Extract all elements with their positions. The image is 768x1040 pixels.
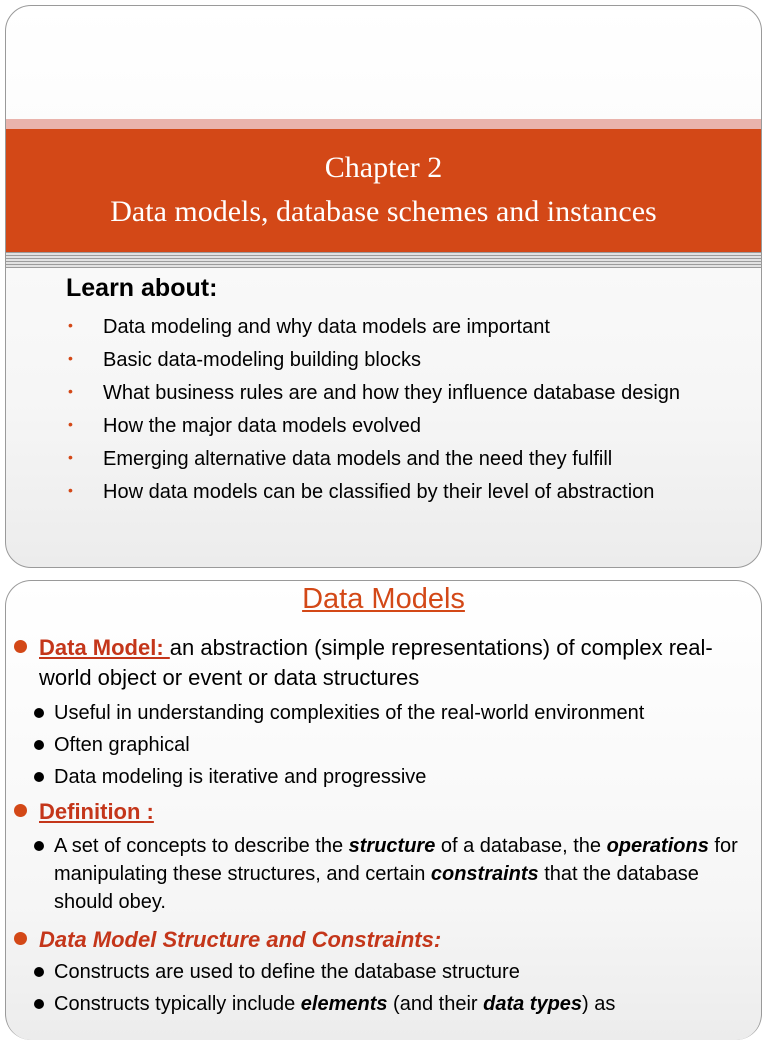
data-model-bullet (14, 633, 759, 693)
bullet-icon (34, 708, 44, 718)
list-item: • What business rules are and how they influence database design (66, 380, 726, 406)
bullet-icon: • (68, 482, 73, 498)
bullet-icon (14, 804, 27, 817)
data-model-label: Data Model: (39, 635, 170, 660)
bullet-icon (34, 740, 44, 750)
list-item: Constructs are used to define the database structure (34, 958, 759, 986)
bullet-icon (34, 841, 44, 851)
title-banner (6, 129, 761, 252)
list-item: Useful in understanding complexities of the real-world environment (34, 699, 759, 727)
bullet-icon: • (68, 350, 73, 366)
bullet-icon (34, 967, 44, 977)
structure-bullet (14, 925, 759, 955)
bullet-icon: • (68, 317, 73, 333)
list-item: Often graphical (34, 731, 759, 759)
bullet-icon (14, 932, 27, 945)
list-item: Constructs typically include elements (and their data types) as (34, 990, 759, 1018)
banner-top-strip (6, 119, 761, 129)
list-item: • Emerging alternative data models and the need they fulfill (66, 446, 726, 472)
bullet-icon (14, 640, 27, 653)
list-item: • Basic data-modeling building blocks (66, 347, 726, 373)
list-item: • How the major data models evolved (66, 413, 726, 439)
definition-bullet (14, 797, 759, 827)
bullet-icon (34, 772, 44, 782)
bullet-icon: • (68, 383, 73, 399)
learn-list (66, 314, 726, 512)
list-item: • How data models can be classified by their level of abstraction (66, 479, 726, 505)
slide-data-models (5, 580, 762, 1040)
definition-label: Definition : (39, 799, 154, 824)
list-item: Data modeling is iterative and progressive (34, 763, 759, 791)
data-model-text: an abstraction (simple representations) of complex real-world object or event or data structures (39, 635, 713, 690)
slide-title: Data Models (302, 583, 465, 615)
learn-heading: Learn about: (66, 274, 218, 302)
banner-stripes (6, 252, 761, 268)
bullet-icon: • (68, 449, 73, 465)
definition-text: A set of concepts to describe the structure of a database, the operations for manipulating these structures, and certain constraints that the database should obey. (34, 832, 759, 916)
bullet-icon (34, 999, 44, 1009)
slide-chapter-2 (5, 5, 762, 568)
chapter-label: Chapter 2 (324, 151, 443, 184)
bullet-icon: • (68, 416, 73, 432)
structure-heading: Data Model Structure and Constraints: (39, 927, 442, 952)
list-item: • Data modeling and why data models are important (66, 314, 726, 340)
chapter-title: Data models, database schemes and instances (110, 195, 657, 228)
